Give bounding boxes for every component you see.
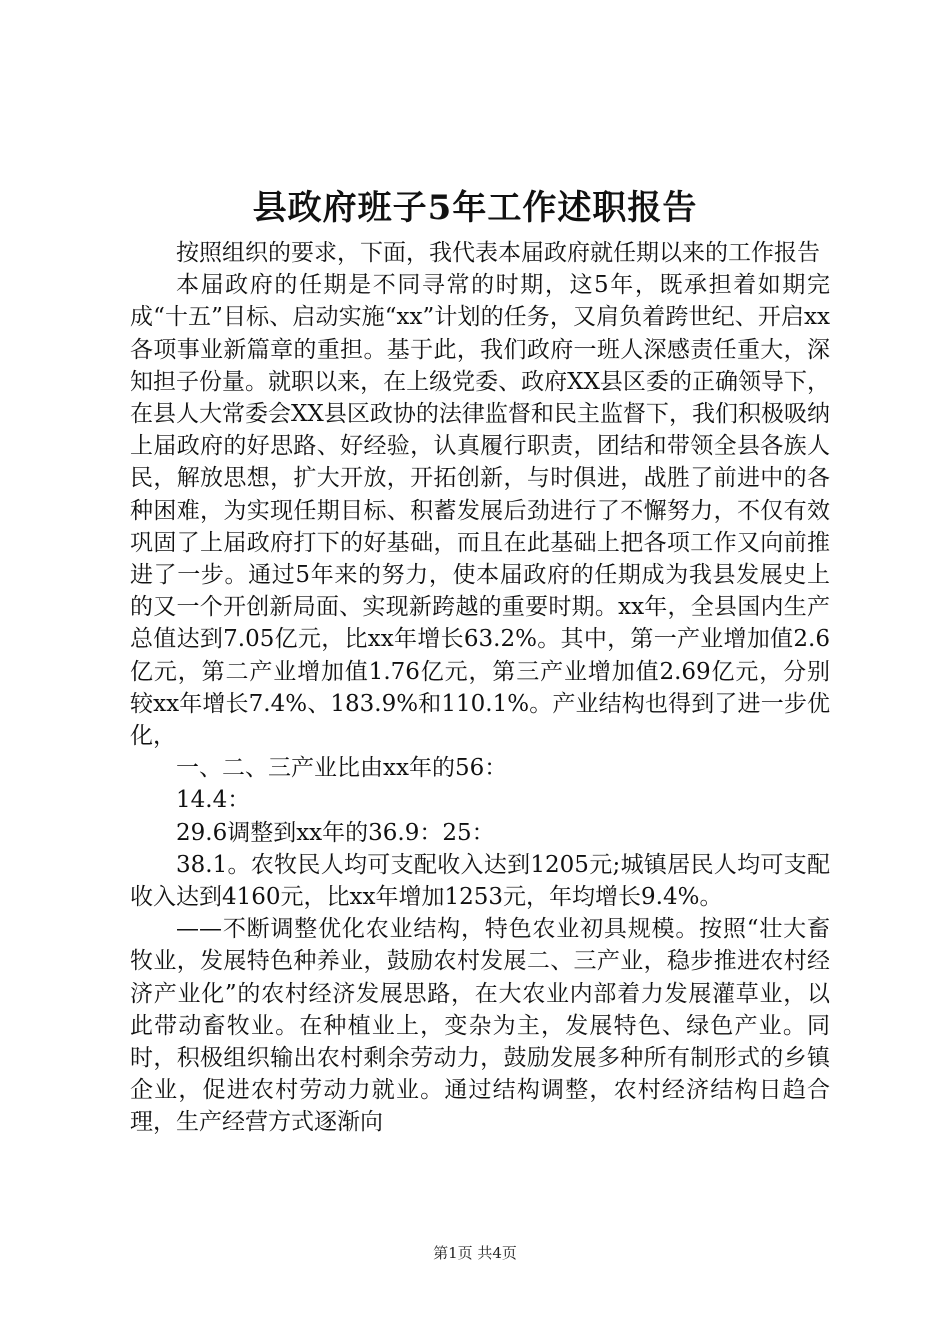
- paragraph-ratio-part-3: 29.6调整到xx年的36.9：25：: [176, 819, 495, 846]
- paragraph-income: 38.1。农牧民人均可支配收入达到1205元;城镇居民人均可支配收入达到4160元，比xx年增加1253元，年均增长9.4%。: [130, 851, 830, 911]
- paragraph-industry-ratio: 一、二、三产业比由xx年的56：: [176, 755, 508, 782]
- paragraph-ratio-part-2: 14.4：: [176, 787, 251, 814]
- paragraph-term-summary: 本届政府的任期是不同寻常的时期，这5年，既承担着如期完成“十五”目标、启动实施“xx”计划的任务，又肩负着跨世纪、开启xx各项事业新篇章的重担。基于此，我们政府一班人深感责任重大，深知担子份量。就职以来，在上级党委、政府XX县区委的正确领导下，在县人大常委会XX县区政协的法律监督和民主监督下，我们积极吸纳上届政府的好思路、好经验，认真履行职责，团结和带领全县各族人民，解放思想，扩大开放，开拓创新，与时俱进，战胜了前进中的各种困难，为实现任期目标、积蓄发展后劲进行了不懈努力，不仅有效巩固了上届政府打下的好基础，而且在此基础上把各项工作又向前推进了一步。通过5年来的努力，使本届政府的任期成为我县发展史上的又一个开创新局面、实现新跨越的重要时期。xx年，全县国内生产总值达到7.05亿元，比xx年增长63.2%。其中，第一产业增加值2.6亿元，第二产业增加值1.76亿元，第三产业增加值2.69亿元，分别较xx年增长7.4%、183.9%和110.1%。产业结构也得到了进一步优化，: [130, 272, 830, 750]
- paragraph-agriculture: ——不断调整优化农业结构，特色农业初具规模。按照“壮大畜牧业，发展特色种养业，鼓励农村发展二、三产业，稳步推进农村经济产业化”的农村经济发展思路，在大农业内部着力发展灌草业，以此带动畜牧业。在种植业上，变杂为主，发展特色、绿色产业。同时，积极组织输出农村剩余劳动力，鼓励发展多种所有制形式的乡镇企业，促进农村劳动力就业。通过结构调整，农村经济结构日趋合理，生产经营方式逐渐向: [130, 916, 830, 1136]
- page-footer: 第1页 共4页: [433, 1244, 517, 1262]
- paragraph-intro: 按照组织的要求，下面，我代表本届政府就任期以来的工作报告: [176, 240, 820, 266]
- document-body: [130, 237, 830, 1139]
- document-title: 县政府班子5年工作述职报告: [252, 188, 698, 228]
